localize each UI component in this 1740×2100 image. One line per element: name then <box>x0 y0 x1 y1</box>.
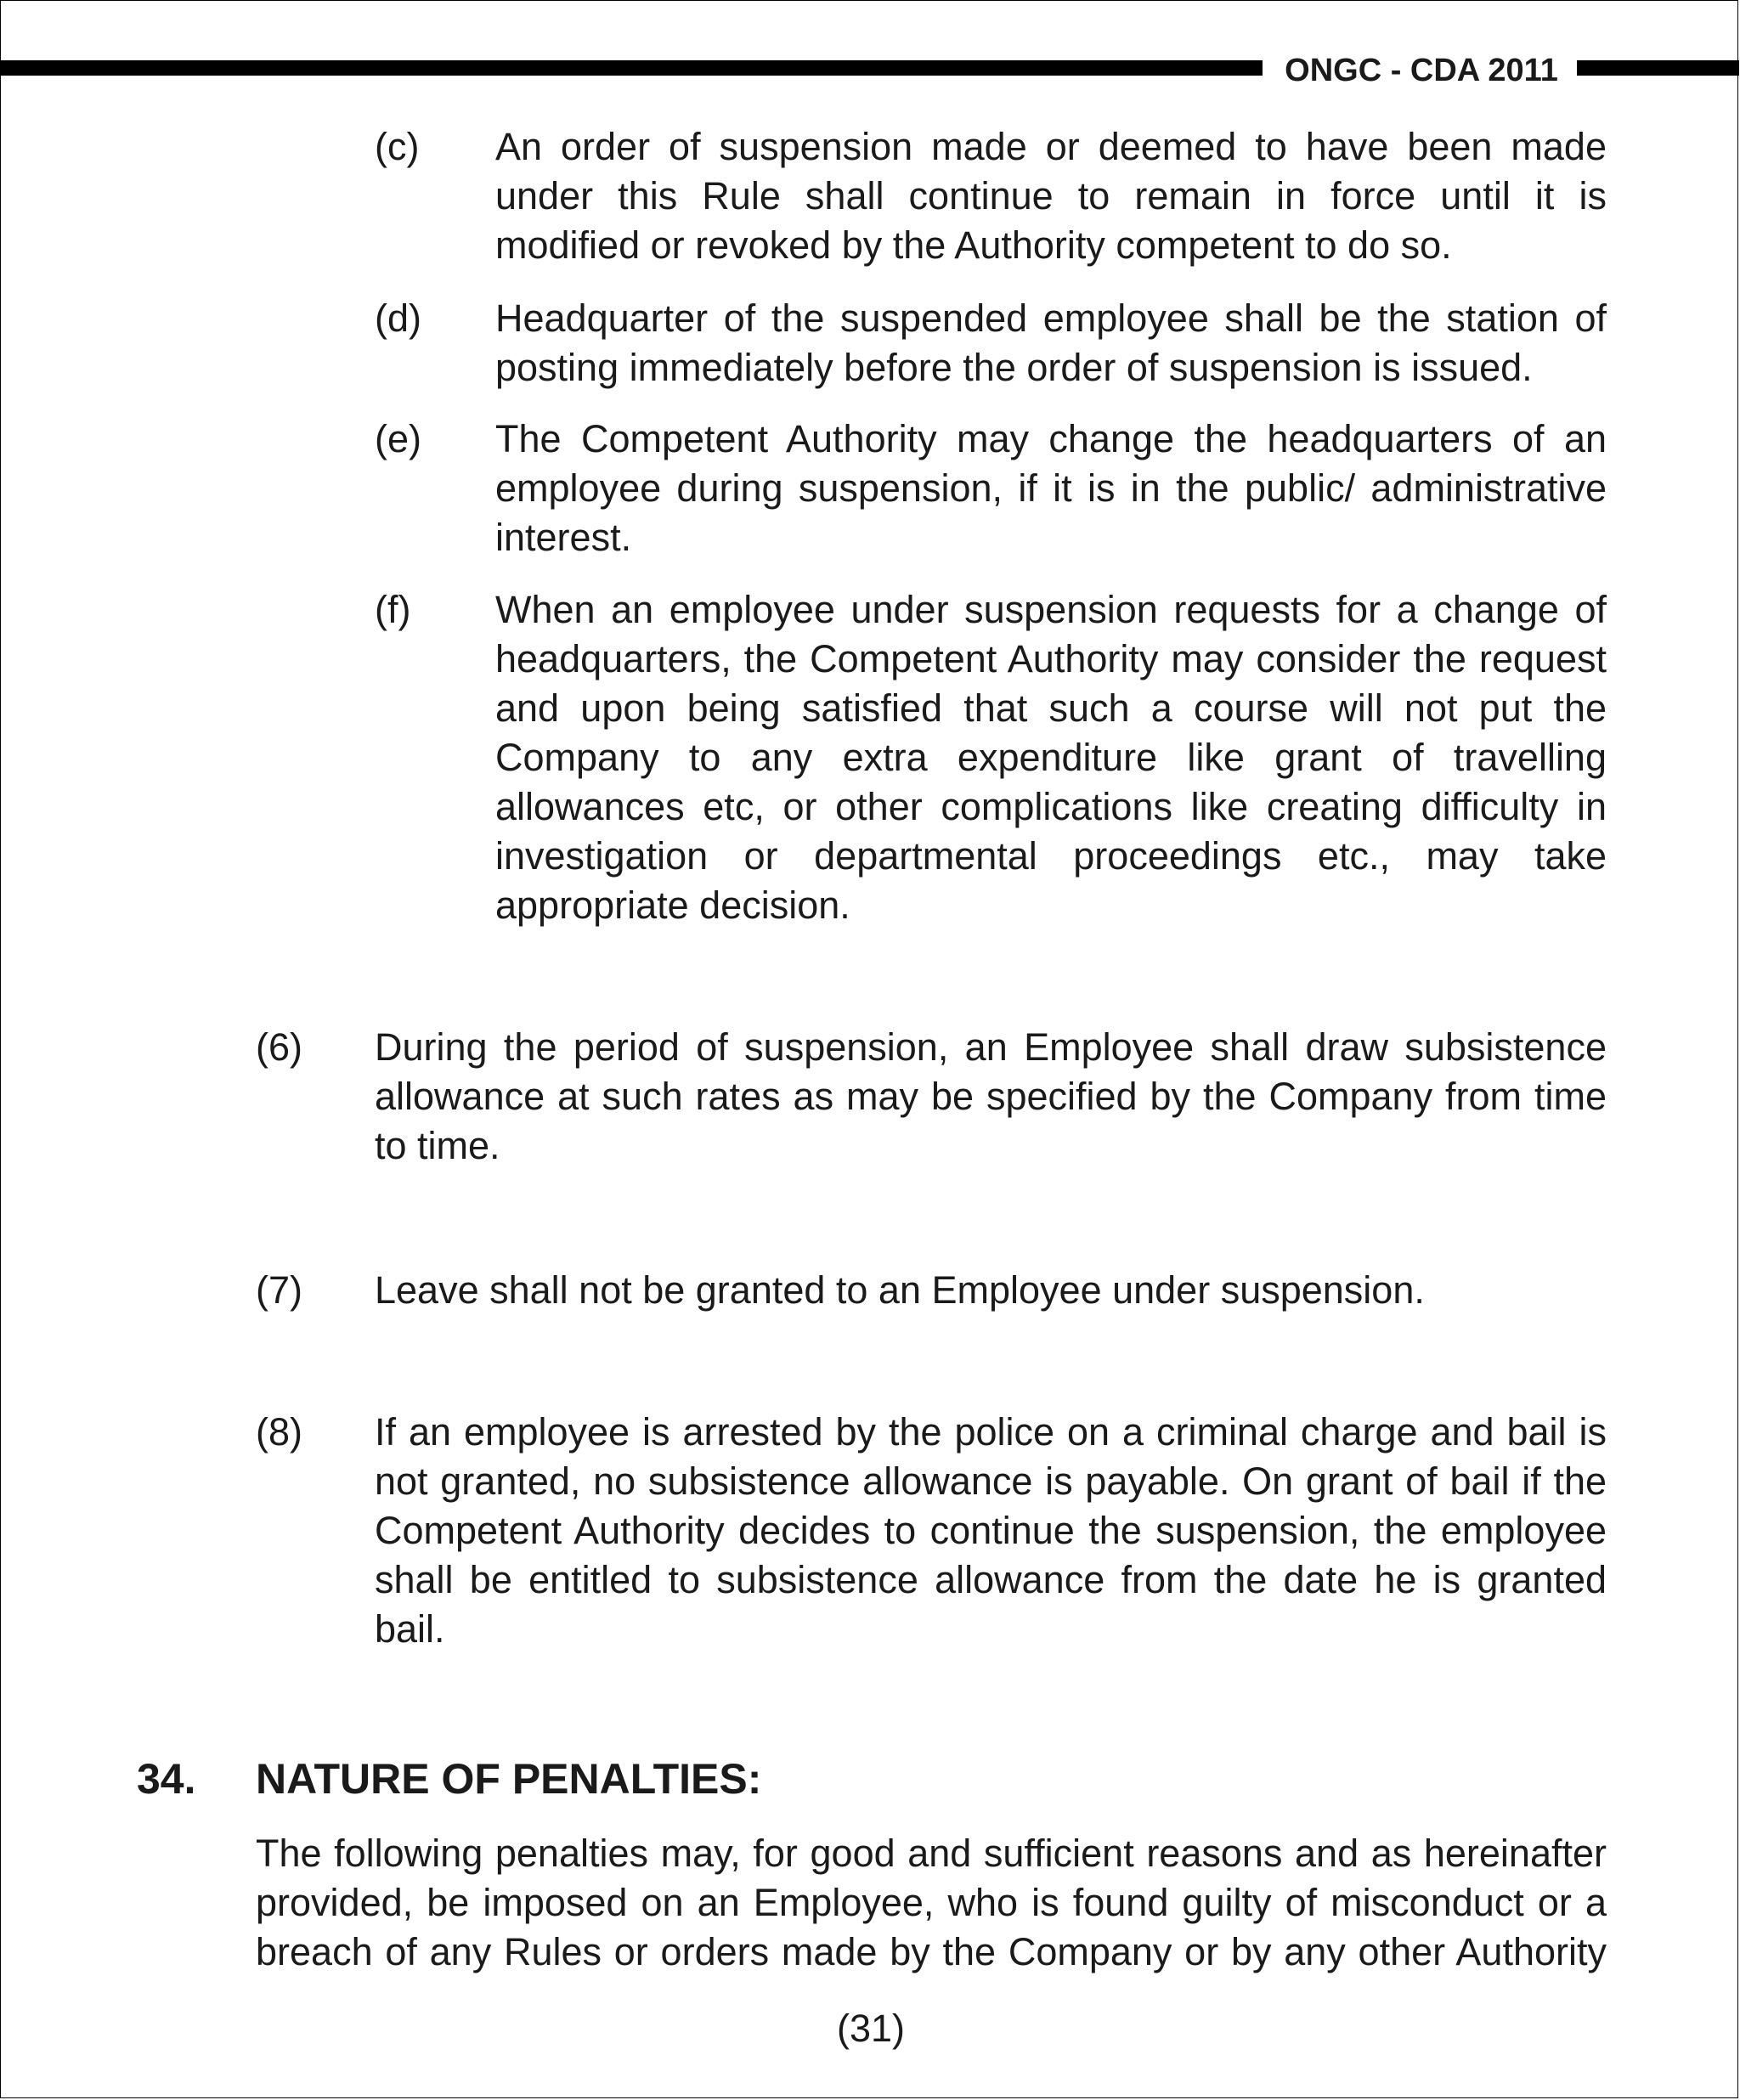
clause-text: Headquarter of the suspended employee shall be the station of posting immediately before the order of suspension is issued. <box>495 296 1607 389</box>
section-number: 34. <box>137 1755 196 1803</box>
header-rule-left <box>1 60 1263 76</box>
paragraph-marker: (8) <box>256 1410 302 1454</box>
paragraph-text: During the period of suspension, an Employee shall draw subsistence allowance at such rates as may be specified by the Company from time to time. <box>375 1025 1607 1167</box>
clause-text: An order of suspension made or deemed to have been made under this Rule shall continue to remain in force until it is modified or revoked by the Authority competent to do so. <box>495 125 1607 267</box>
paragraph-text: If an employee is arrested by the police on a criminal charge and bail is not granted, no subsistence allowance is payable. On grant of bail if the Competent Authority decides to continue the suspension, the employee shall be entitled to subsistence allowance from the date he is granted bail. <box>375 1410 1607 1651</box>
paragraph-marker: (6) <box>256 1025 302 1069</box>
clause-text: When an employee under suspension requests for a change of headquarters, the Competent Authority may consider the request and upon being satisfied that such a course will not put the Company to any extra expenditure like grant of travelling allowances etc, or other complications like creating difficulty in investigation or departmental proceedings etc., may take appropriate decision. <box>495 588 1607 927</box>
header-rule-right <box>1577 60 1739 76</box>
clause-marker: (d) <box>375 296 421 340</box>
clause-marker: (c) <box>375 125 420 168</box>
clause-text: The Competent Authority may change the headquarters of an employee during suspension, if it is in the public/ administrative interest. <box>495 417 1607 559</box>
page-number: (31) <box>836 2007 906 2050</box>
paragraph-marker: (7) <box>256 1268 302 1312</box>
section-body: The following penalties may, for good and sufficient reasons and as hereinafter provided, be imposed on an Employee, who is found guilty of misconduct or a breach of any Rules or orders made by the Company or by any other Authority <box>256 1832 1607 1973</box>
paragraph-text: Leave shall not be granted to an Employee under suspension. <box>375 1268 1425 1312</box>
section-title: NATURE OF PENALTIES: <box>256 1755 762 1803</box>
clause-marker: (f) <box>375 588 411 631</box>
header-title: ONGC - CDA 2011 <box>1285 53 1558 88</box>
clause-marker: (e) <box>375 417 421 460</box>
